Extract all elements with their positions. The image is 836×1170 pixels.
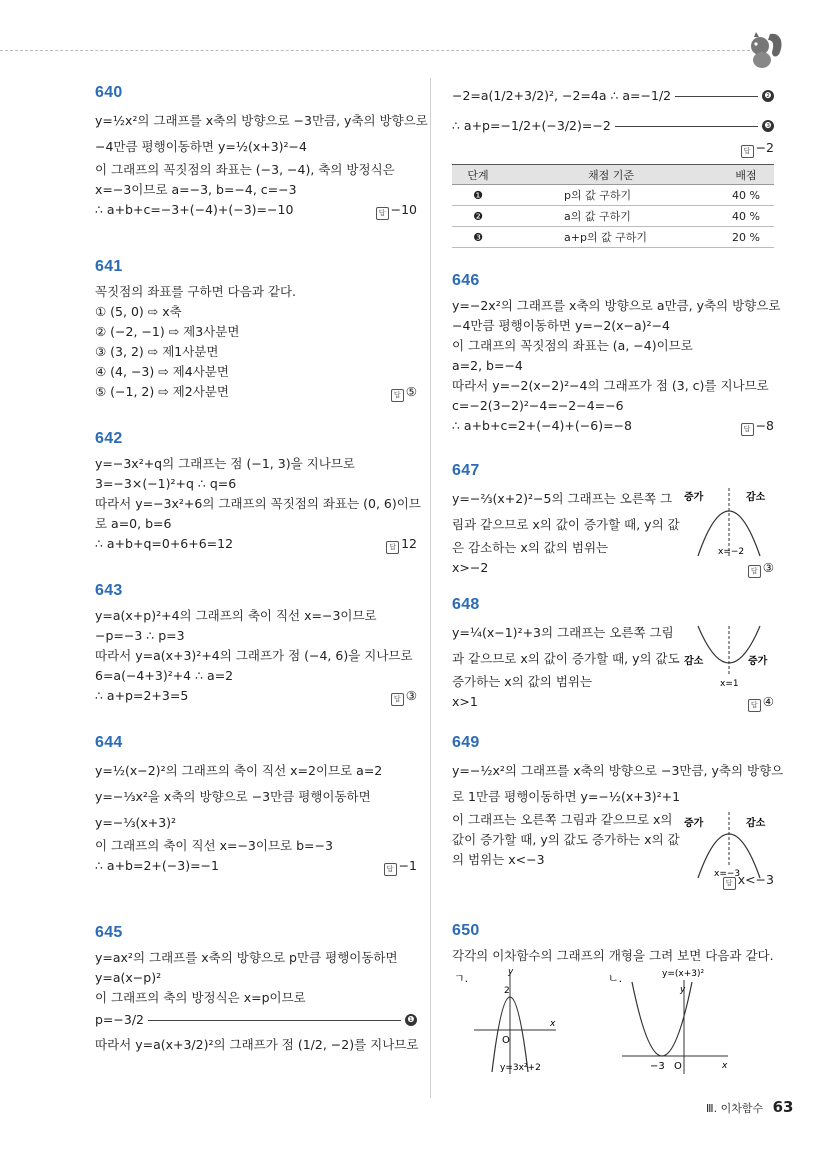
problem-number: 642	[95, 430, 123, 447]
solution-line: 꼭짓점의 좌표를 구하면 다음과 같다.	[95, 284, 296, 299]
solution-line: ⑤ (−1, 2) ⇨ 제2사분면	[95, 384, 229, 399]
parabola-graph-647	[684, 484, 774, 558]
solution-644	[95, 734, 417, 876]
table-row	[452, 227, 774, 248]
solution-line: y=¼(x−1)²+3의 그래프는 오른쪽 그림	[452, 625, 674, 640]
solution-645-part2	[452, 84, 774, 248]
solution-line: 이 그래프는 오른쪽 그림과 같으므로 x의	[452, 812, 673, 827]
solution-line: a=2, b=−4	[452, 358, 523, 373]
origin-label: O	[502, 1035, 510, 1046]
step-marker: ❶	[405, 1014, 417, 1026]
x-axis-label: x	[550, 1019, 556, 1029]
axis-label: x=−3	[714, 869, 741, 879]
answer-value: −1	[398, 858, 417, 873]
solution-line: ∴ a+b=2+(−3)=−1	[95, 858, 219, 873]
solution-line: ∴ a+p=−1/2+(−3/2)=−2	[452, 118, 611, 133]
solution-final-line	[95, 686, 417, 706]
y-axis-label: y	[680, 985, 686, 995]
solution-line: 로 1만큼 평행이동하면 y=−½(x+3)²+1	[452, 789, 681, 804]
table-header: 채점 기준	[504, 165, 718, 185]
graph-g2	[602, 966, 732, 1078]
section-label: Ⅲ. 이차함수	[706, 1102, 764, 1115]
solution-final-line	[95, 200, 417, 220]
answer-value: −10	[390, 202, 417, 217]
solution-line: 따라서 y=a(x+3/2)²의 그래프가 점 (1/2, −2)를 지나므로	[95, 1037, 419, 1052]
solution-line: ④ (4, −3) ⇨ 제4사분면	[95, 364, 229, 379]
table-cell: 40 %	[718, 185, 774, 206]
answer	[391, 686, 417, 706]
solution-line: ∴ a+b+q=0+6+6=12	[95, 536, 234, 551]
table-cell: a+p의 값 구하기	[504, 227, 718, 248]
table-cell: ❷	[452, 206, 504, 227]
solution-line: −2=a(1/2+3/2)², −2=4a ∴ a=−1/2	[452, 88, 672, 103]
solution-line: ∴ a+b+c=−3+(−4)+(−3)=−10	[95, 202, 294, 217]
page-footer	[706, 1098, 793, 1116]
axis-label: x=−2	[718, 547, 745, 557]
leader-rule	[148, 1020, 401, 1021]
solution-line: 이 그래프의 축의 방정식은 x=p이므로	[95, 990, 306, 1005]
decrease-label: 감소	[746, 492, 766, 503]
step-marker: ❸	[762, 120, 774, 132]
solution-line: y=−⅓x²을 x축의 방향으로 −3만큼 평행이동하면	[95, 789, 371, 804]
solution-line: 각각의 이차함수의 그래프의 개형을 그려 보면 다음과 같다.	[452, 948, 774, 963]
solution-line: 따라서 y=−3x²+6의 그래프의 꼭짓점의 좌표는 (0, 6)이므	[95, 496, 421, 511]
solution-line: 3=−3×(−1)²+q ∴ q=6	[95, 476, 237, 491]
answer-value: ④	[762, 694, 774, 709]
answer	[384, 856, 417, 876]
answer-value: ③	[762, 560, 774, 575]
answer	[386, 534, 417, 554]
solution-646	[452, 272, 781, 436]
problem-number: 649	[452, 734, 480, 751]
graph-label: ㄱ.	[454, 972, 469, 985]
table-row	[452, 206, 774, 227]
parabola-graph-649	[684, 808, 774, 880]
solution-line: 이 그래프의 꼭짓점의 좌표는 (−3, −4), 축의 방정식은	[95, 162, 395, 177]
answer-box-icon: 답	[748, 565, 761, 578]
solution-line: −4만큼 평행이동하면 y=½(x+3)²−4	[95, 139, 307, 154]
squirrel-mascot-icon	[744, 28, 784, 70]
solution-line: y=−2x²의 그래프를 x축의 방향으로 a만큼, y축의 방향으로	[452, 298, 781, 313]
intercept-label: 2	[504, 986, 510, 996]
answer	[452, 692, 774, 712]
step-line	[452, 114, 774, 138]
solution-line: y=−½x²의 그래프를 x축의 방향으로 −3만큼, y축의 방향으	[452, 763, 784, 778]
solution-line: y=a(x−p)²	[95, 970, 162, 985]
axis-label: x=1	[720, 679, 739, 688]
problem-number: 646	[452, 272, 480, 289]
answer	[452, 558, 774, 578]
solution-line: c=−2(3−2)²−4=−2−4=−6	[452, 398, 624, 413]
solution-643	[95, 582, 417, 706]
answer	[741, 416, 774, 436]
solution-649	[452, 734, 784, 890]
solution-line: 림과 같으므로 x의 값이 증가할 때, y의 값	[452, 517, 680, 532]
x-axis-label: x	[722, 1061, 728, 1071]
decrease-label: 감소	[684, 656, 704, 667]
problem-number: 640	[95, 84, 123, 101]
solution-line: 값이 증가할 때, y의 값도 증가하는 x의 값	[452, 832, 680, 847]
solution-640	[95, 84, 428, 220]
table-cell: ❸	[452, 227, 504, 248]
answer-box-icon: 답	[723, 877, 736, 890]
equation-label: y=(x+3)²	[662, 969, 705, 979]
solution-line: y=ax²의 그래프를 x축의 방향으로 p만큼 평행이동하면	[95, 950, 398, 965]
solution-final-line	[95, 856, 417, 876]
solution-line: y=−3x²+q의 그래프는 점 (−1, 3)을 지나므로	[95, 456, 355, 471]
solution-line: y=−⅔(x+2)²−5의 그래프는 오른쪽 그	[452, 491, 673, 506]
answer-value: 12	[401, 536, 417, 551]
answer-box-icon: 답	[741, 423, 754, 436]
leader-rule	[615, 126, 758, 127]
page-number: 63	[772, 1098, 794, 1116]
table-cell: ❶	[452, 185, 504, 206]
parabola-graph-648	[684, 624, 774, 688]
problem-number: 641	[95, 258, 123, 275]
solution-line: 이 그래프의 축이 직선 x=−3이므로 b=−3	[95, 838, 333, 853]
solution-645-part1	[95, 924, 417, 1058]
solution-650	[452, 922, 774, 1073]
decrease-label: 감소	[746, 818, 766, 829]
solution-line: x=−3이므로 a=−3, b=−4, c=−3	[95, 182, 297, 197]
solution-647	[452, 462, 774, 578]
solution-line: 증가하는 x의 값의 범위는	[452, 674, 593, 689]
solution-line: x>1	[452, 694, 478, 709]
table-header: 단계	[452, 165, 504, 185]
increase-label: 증가	[684, 492, 704, 503]
problem-number: 645	[95, 924, 123, 941]
answer-box-icon: 답	[391, 693, 404, 706]
solution-line: 의 범위는 x<−3	[452, 852, 545, 867]
solution-line: 과 같으므로 x의 값이 증가할 때, y의 값도	[452, 651, 680, 666]
table-cell: a의 값 구하기	[504, 206, 718, 227]
answer	[376, 200, 417, 220]
answer-box-icon: 답	[386, 541, 399, 554]
solution-line: ③ (3, 2) ⇨ 제1사분면	[95, 344, 219, 359]
top-dashed-rule	[0, 50, 760, 51]
solution-641	[95, 258, 417, 402]
table-cell: p의 값 구하기	[504, 185, 718, 206]
table-cell: 20 %	[718, 227, 774, 248]
solution-final-line	[95, 534, 417, 554]
solution-648	[452, 596, 774, 712]
problem-number: 644	[95, 734, 123, 751]
solution-final-line	[452, 416, 774, 436]
equation-label: y=3x²+2	[500, 1063, 541, 1073]
answer-box-icon: 답	[391, 389, 404, 402]
table-header: 배점	[718, 165, 774, 185]
increase-label: 증가	[684, 818, 704, 829]
solution-642	[95, 430, 421, 554]
solution-final-line	[95, 382, 417, 402]
solution-line: 은 감소하는 x의 값의 범위는	[452, 540, 609, 555]
table-cell: 40 %	[718, 206, 774, 227]
increase-label: 증가	[748, 656, 768, 667]
answer-box-icon: 답	[384, 863, 397, 876]
solution-line: y=½(x−2)²의 그래프의 축이 직선 x=2이므로 a=2	[95, 763, 383, 778]
problem-number: 643	[95, 582, 123, 599]
step-marker: ❷	[762, 90, 774, 102]
answer-box-icon: 답	[748, 699, 761, 712]
answer-box-icon: 답	[741, 145, 754, 158]
answer-value: −8	[755, 418, 774, 433]
graph-g1	[452, 966, 562, 1078]
solution-line: 이 그래프의 꼭짓점의 좌표는 (a, −4)이므로	[452, 338, 693, 353]
solution-line: ∴ a+p=2+3=5	[95, 688, 189, 703]
table-row	[452, 185, 774, 206]
leader-rule	[675, 96, 758, 97]
solution-line: −p=−3 ∴ p=3	[95, 628, 185, 643]
solution-line: −4만큼 평행이동하면 y=−2(x−a)²−4	[452, 318, 670, 333]
solution-line: ① (5, 0) ⇨ x축	[95, 304, 182, 319]
y-axis-label: y	[508, 967, 514, 977]
solution-line: 6=a(−4+3)²+4 ∴ a=2	[95, 668, 234, 683]
solution-line: 따라서 y=a(x+3)²+4의 그래프가 점 (−4, 6)을 지나므로	[95, 648, 413, 663]
answer-value: −2	[755, 140, 774, 155]
answer	[452, 138, 774, 158]
column-divider	[430, 78, 431, 1098]
problem-number: 650	[452, 922, 480, 939]
solution-line: 따라서 y=−2(x−2)²−4의 그래프가 점 (3, c)를 지나므로	[452, 378, 769, 393]
step-line	[452, 84, 774, 108]
solution-line: p=−3/2	[95, 1012, 144, 1027]
step-line	[95, 1008, 417, 1032]
solution-line: ② (−2, −1) ⇨ 제3사분면	[95, 324, 240, 339]
answer-box-icon: 답	[376, 207, 389, 220]
answer-value: x<−3	[737, 872, 774, 887]
scoring-table	[452, 164, 774, 248]
graph-label: ㄴ.	[608, 972, 623, 985]
solution-line: y=½x²의 그래프를 x축의 방향으로 −3만큼, y축의 방향으로	[95, 113, 428, 128]
origin-label: O	[674, 1061, 682, 1072]
solution-line: y=a(x+p)²+4의 그래프의 축이 직선 x=−3이므로	[95, 608, 377, 623]
problem-number: 648	[452, 596, 480, 613]
answer-value: ⑤	[405, 384, 417, 399]
solution-line: y=−⅓(x+3)²	[95, 815, 177, 830]
solution-line: 로 a=0, b=6	[95, 516, 172, 531]
vertex-x-label: −3	[650, 1061, 665, 1072]
solution-line: ∴ a+b+c=2+(−4)+(−6)=−8	[452, 418, 632, 433]
answer	[391, 382, 417, 402]
answer-value: ③	[405, 688, 417, 703]
problem-number: 647	[452, 462, 480, 479]
solution-line: x>−2	[452, 560, 489, 575]
